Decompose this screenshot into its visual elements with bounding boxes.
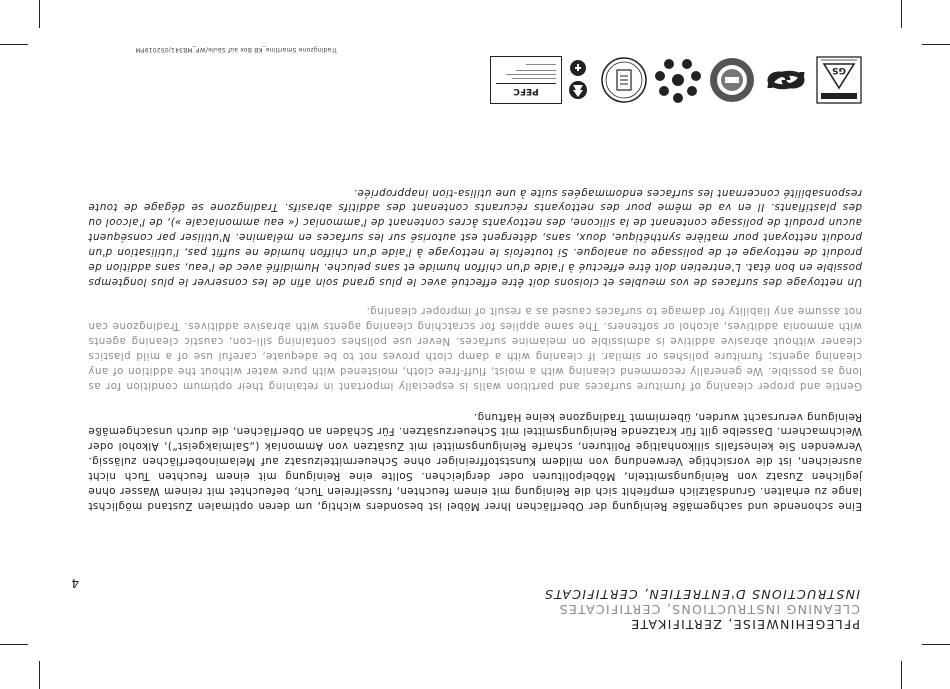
paragraph-french: Un nettoyage des surfaces de vos meubles et cloisons doit être effectué avec le plus grand soin afin de les conserver le plus longtemps possible en bon état. L'entretien doit être effectué à l'aide d'un chiffon humide et sans peluche. Humidifié avec de l'eau, sans addition de produit de nettoyage et de polissage ou analogue. Si toutefois le nettoyage à l'aide d'un chiffon humide ne suffit pas, l'utilisation d'un produit nettoyant pour matière synthétique, doux, sans, détergent est autorisé sur les surfaces en mélamine. N'utiliser par conséquent aucun produit de polissage contenant de la silicone, des nettoyants âcres contenant de l'ammoniac (« eau ammoniacale »), de l'alcool ou des plastifiants. Il en va de même pour des nettoyants récurants contenant des additifs abrasifs. Tradingzone se dégage de toute responsabilité concernant les surfaces endommagées suite à une utilisa-tion inappropriée. (88, 186, 862, 288)
svg-text:GS: GS (832, 65, 846, 75)
crop-mark (39, 661, 40, 689)
quality-office-seal-icon (708, 56, 756, 104)
pefc-logo-text: PEFC (513, 86, 539, 96)
crop-mark (901, 0, 902, 28)
crop-mark (39, 0, 40, 28)
heading-french: INSTRUCTIONS D'ENTRETIEN, CERTIFICATS (543, 587, 860, 602)
gs-circular-seal-icon (600, 56, 648, 104)
tuv-gs-certificate-icon (816, 56, 862, 104)
crop-mark (922, 44, 950, 45)
footer-file-reference: Tradingzone Smartline_KB Box auf Säule/WP_MB341/052019PM (135, 46, 337, 53)
emission-star-certificate-icon (654, 56, 702, 104)
page-heading (440, 587, 860, 632)
pefc-label-icon (490, 56, 562, 104)
tree-certificate-icon (568, 56, 588, 104)
crop-mark (901, 661, 902, 689)
paragraph-german: Eine schonende und sachgemäße Reinigung der Oberflächen Ihrer Möbel ist besonders wichtig, um deren optimalen Zustand möglichst lange zu erhalten. Grundsätzlich empfiehlt sich die Reinigung mit einem feuchten, fusselfreien Tuch, befeuchtet mit reinem Wasser ohne jeglichen Zusatz von Reinigungsmitteln, Möbelpolituren oder dergleichen. Sollte eine Reinigung mit einem feuchten Tuch nicht ausreichen, ist die vorsichtige Verwendung von mildem Kunststoffreiniger ohne Scheuermittelzusatz auf Melaminoberflächen zulässig. Verwenden Sie keinesfalls silikonhaltige Polituren, scharfe Reinigungsmittel mit Zusätzen von Ammoniak („Salmiakgeist“), Alkohol oder Weichmachern. Dasselbe gilt für kratzende Reinigungsmittel mit Scheuerzusätzen. Für Schäden an Oberflächen, die durch unsachgemäße Reinigung verursacht wurden, übernimmt Tradingzone keine Haftung. (88, 410, 862, 512)
page-number: 4 (71, 576, 79, 590)
heading-english: CLEANING INSTRUCTIONS, CERTIFICATES (558, 602, 860, 617)
paragraph-english: Gentle and proper cleaning of furniture surfaces and partition walls is especially important in retaining their optimum condition for as long as possible. We generally recommend cleaning with a moist, fluff-free cloth, moistened with pure water without the addition of any cleaning agents; furniture polishes or similar. If cleaning with a damp cloth proves not to be adequate, careful use of a mild plastics cleaner without abrasive additive is admissible on melamine surfaces. Never use polishes containing sili-con, caustic cleaning agents with ammonia additives, alcohol or softeners. The same applies for scratching cleaning agents with abrasive additives. Tradingzone can not assume any liability for damage to surfaces caused as a result of improper cleaning. (88, 305, 862, 392)
certificate-logos (490, 56, 862, 104)
crop-mark (0, 44, 28, 45)
heading-german: PFLEGEHINWEISE, ZERTIFIKATE (630, 617, 860, 632)
crop-mark (0, 644, 28, 645)
crop-mark (922, 644, 950, 645)
dual-arrow-certificate-icon (762, 56, 810, 104)
